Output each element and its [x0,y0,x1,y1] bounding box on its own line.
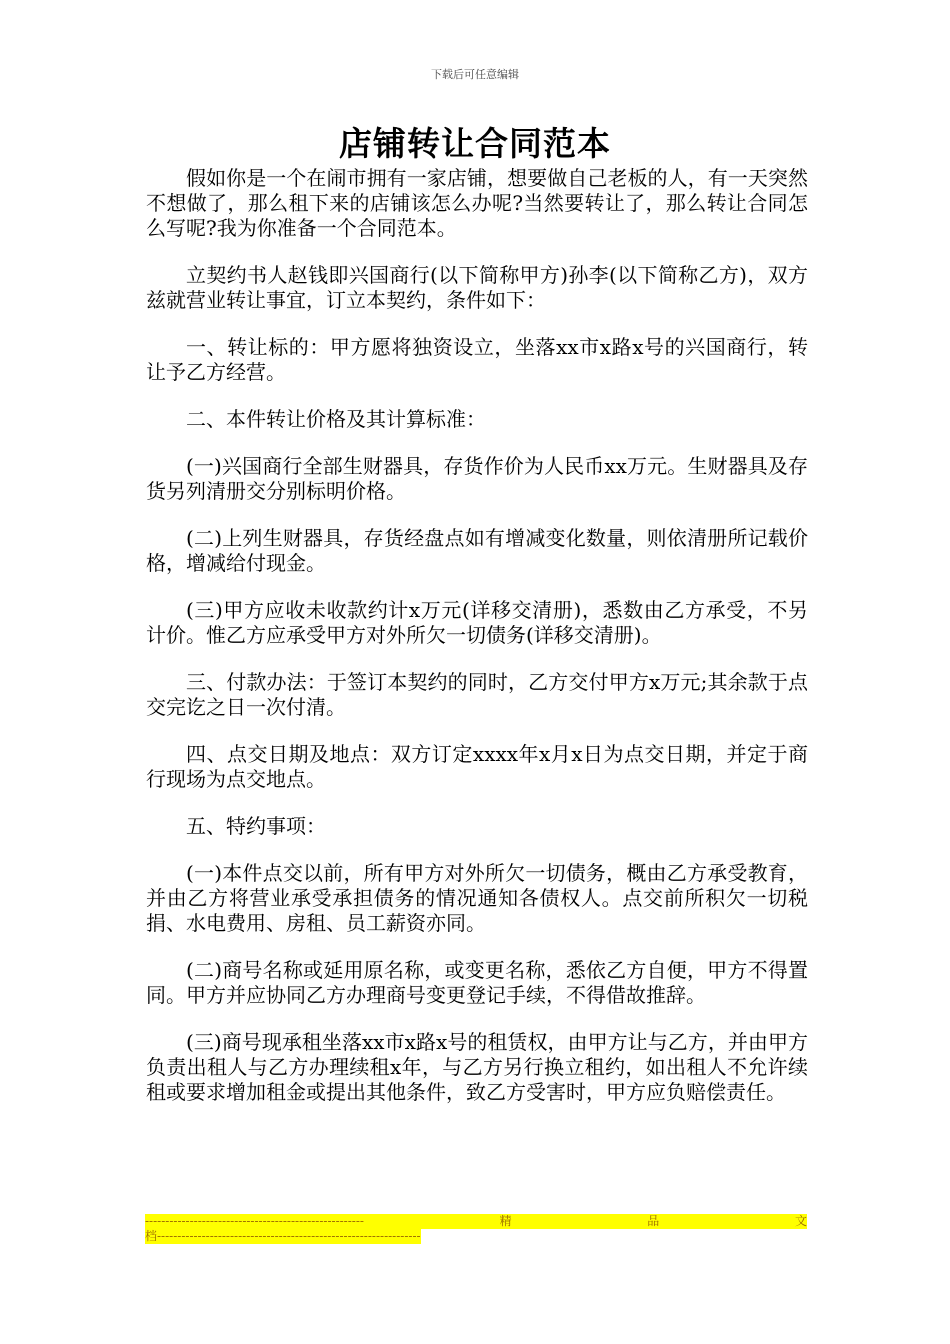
footer-dashes: ------------------------------------------------------ [145,1214,364,1228]
footer-char: 文 [794,1214,807,1228]
paragraph: (三)甲方应收未收款约计x万元(详移交清册)，悉数由乙方承受，不另计价。惟乙方应承受甲方对外所欠一切债务(详移交清册)。 [146,598,808,647]
document-title: 店铺转让合同范本 [339,124,611,163]
paragraph: 五、特约事项： [186,814,326,838]
paragraph: 假如你是一个在闹市拥有一家店铺，想要做自己老板的人，有一天突然不想做了，那么租下来的店铺该怎么办呢?当然要转让了，那么转让合同怎么写呢?我为你准备一个合同范本。 [146,166,808,240]
footer-watermark [145,1214,807,1248]
footer-char: 精 [499,1214,512,1228]
paragraph: 四、点交日期及地点：双方订定xxxx年x月x日为点交日期，并定于商行现场为点交地点。 [146,742,808,791]
paragraph: (二)上列生财器具，存货经盘点如有增减变化数量，则依清册所记载价格，增减给付现金。 [146,526,808,575]
paragraph: (三)商号现承租坐落xx市x路x号的租赁权，由甲方让与乙方，并由甲方负责出租人与乙方办理续租x年，与乙方另行换立租约，如出租人不允许续租或要求增加租金或提出其他条件，致乙方受害时，甲方应负赔偿责任。 [146,1030,808,1104]
paragraph: (二)商号名称或延用原名称，或变更名称，悉依乙方自便，甲方不得置同。甲方并应协同乙方办理商号变更登记手续，不得借故推辞。 [146,958,808,1007]
paragraph: 一、转让标的：甲方愿将独资设立，坐落xx市x路x号的兴国商行，转让予乙方经营。 [146,335,808,384]
paragraph: 立契约书人赵钱即兴国商行(以下简称甲方)孙李(以下简称乙方)，双方兹就营业转让事宜，订立本契约，条件如下： [146,263,808,312]
footer-char: 品 [647,1214,660,1228]
footer-line-1 [145,1214,807,1229]
paragraph: 二、本件转让价格及其计算标准： [186,407,486,431]
paragraph: 三、付款办法：于签订本契约的同时，乙方交付甲方x万元;其余款于点交完讫之日一次付清。 [146,670,808,719]
document-body [146,166,808,1127]
footer-line-2: 档----------------------------------------------------------------- [145,1229,421,1243]
paragraph: (一)本件点交以前，所有甲方对外所欠一切债务，概由乙方承受教育，并由乙方将营业承受承担债务的情况通知各债权人。点交前所积欠一切税捐、水电费用、房租、员工薪资亦同。 [146,861,808,935]
header-note: 下载后可任意编辑 [431,68,519,81]
paragraph: (一)兴国商行全部生财器具，存货作价为人民币xx万元。生财器具及存货另列清册交分别标明价格。 [146,454,808,503]
